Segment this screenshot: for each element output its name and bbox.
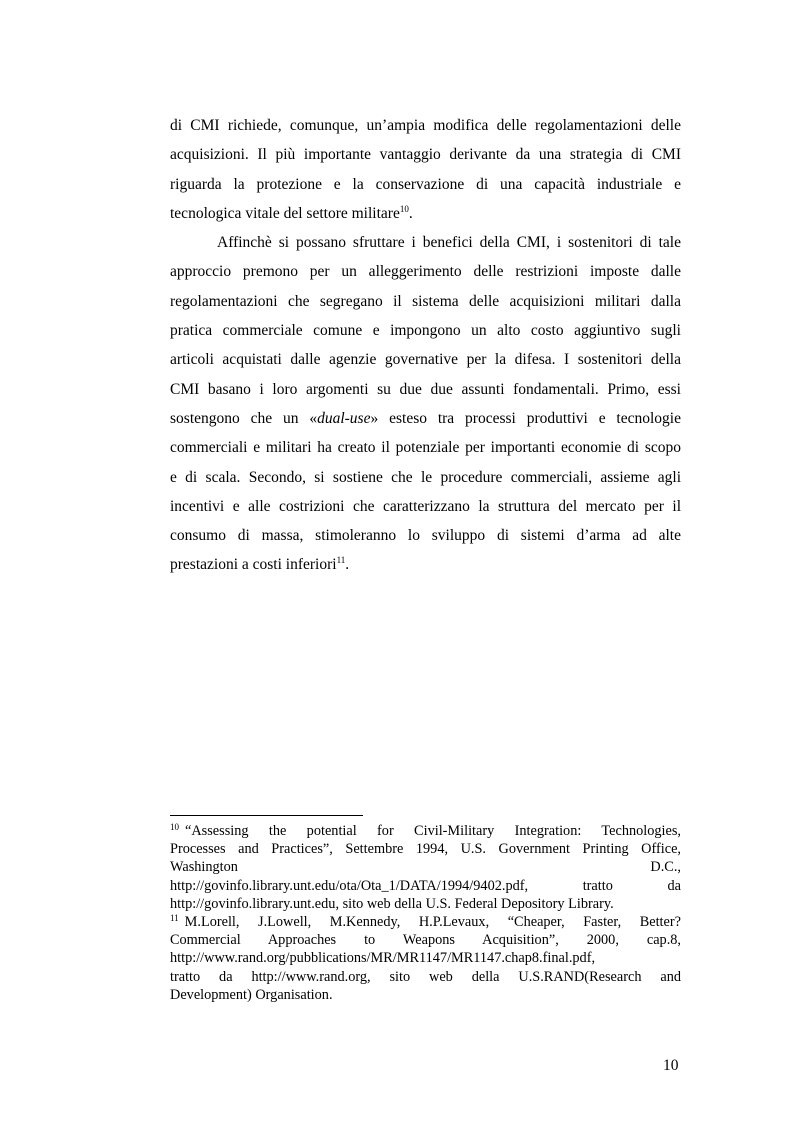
text-line: approccio premono per un alleggerimento delle restrizioni imposte dalle xyxy=(170,263,681,281)
text-line xyxy=(170,199,681,228)
text-line: regolamentazioni che segregano il sistema delle acquisizioni militari dalla xyxy=(170,292,681,310)
footnote-11-link[interactable]: http://www.rand.org/pubblications/MR/MR1147/MR1147.chap8.final.pdf, xyxy=(170,950,596,967)
text-fragment: prestazioni a costi inferiori xyxy=(170,556,337,574)
footnote-link[interactable]: http://govinfo.library.unt.edu/ota/Ota_1/DATA/1994/9402.pdf, xyxy=(170,877,529,894)
footnote-11-line: Development) Organisation. xyxy=(170,986,333,1003)
text-line: pratica commerciale comune e impongono un alto costo aggiuntivo sugli xyxy=(170,322,681,340)
footnote-text: “Assessing the potential for Civil-Military Integration: Technologies, xyxy=(185,823,681,839)
footnote-10-line: http://govinfo.library.unt.edu, sito web della U.S. Federal Depository Library. xyxy=(170,895,614,912)
footnote-number: 11 xyxy=(170,912,179,923)
text-fragment: tecnologica vitale del settore militare xyxy=(170,204,400,222)
footnote-11-line: Commercial Approaches to Weapons Acquisition”, 2000, cap.8, xyxy=(170,932,681,949)
footnote-10-line xyxy=(170,877,681,895)
text-line: incentivi e alle costrizioni che caratterizzano la struttura del mercato per il xyxy=(170,497,681,515)
text-fragment: sostengono che un « xyxy=(170,409,318,427)
text-line xyxy=(170,550,681,579)
footnote-ref-10[interactable]: 10 xyxy=(399,203,409,214)
text-line: CMI basano i loro argomenti su due due assunti fondamentali. Primo, essi xyxy=(170,380,681,398)
text-line: riguarda la protezione e la conservazione di una capacità industriale e xyxy=(170,175,681,193)
footnotes xyxy=(170,822,681,1004)
period: . xyxy=(408,204,413,222)
page-number: 10 xyxy=(663,1057,679,1074)
footnote-number: 10 xyxy=(170,822,179,832)
text-fragment: » esteso tra processi produttivi e tecnologie xyxy=(370,409,681,427)
footnote-text: D.C., xyxy=(650,859,681,876)
text-line xyxy=(170,404,681,433)
text-line: Affinchè si possano sfruttare i benefici della CMI, i sostenitori di tale xyxy=(217,234,681,252)
footnote-10-line: Processes and Practices”, Settembre 1994, U.S. Government Printing Office, xyxy=(170,841,681,858)
main-text xyxy=(170,111,681,580)
footnote-text: tratto xyxy=(582,877,613,894)
footnote-separator xyxy=(170,815,363,816)
text-line: consumo di massa, stimoleranno lo sviluppo di sistemi d’arma ad alte xyxy=(170,527,681,545)
footnote-text: Washington xyxy=(170,859,238,876)
period: . xyxy=(345,556,350,574)
footnote-11-line: tratto da http://www.rand.org, sito web della U.S.RAND(Research and xyxy=(170,968,681,985)
text-line: di CMI richiede, comunque, un’ampia modifica delle regolamentazioni delle xyxy=(170,117,681,134)
footnote-text: M.Lorell, J.Lowell, M.Kennedy, H.P.Levaux, “Cheaper, Faster, Better? xyxy=(184,913,681,930)
dual-use-term: dual-use xyxy=(317,409,371,427)
footnote-text: da xyxy=(667,877,681,894)
footnote-11-line xyxy=(170,913,681,931)
text-line: commerciali e militari ha creato il potenziale per importanti economie di scopo xyxy=(170,439,681,457)
text-line: acquisizioni. Il più importante vantaggio derivante da una strategia di CMI xyxy=(170,146,681,164)
footnote-ref-11[interactable]: 11 xyxy=(336,555,346,566)
text-line: articoli acquistati dalle agenzie governative per la difesa. I sostenitori della xyxy=(170,351,681,369)
footnote-10-line xyxy=(170,822,681,840)
text-line: e di scala. Secondo, si sostiene che le procedure commerciali, assieme agli xyxy=(170,468,681,486)
footnote-10-line xyxy=(170,858,681,876)
